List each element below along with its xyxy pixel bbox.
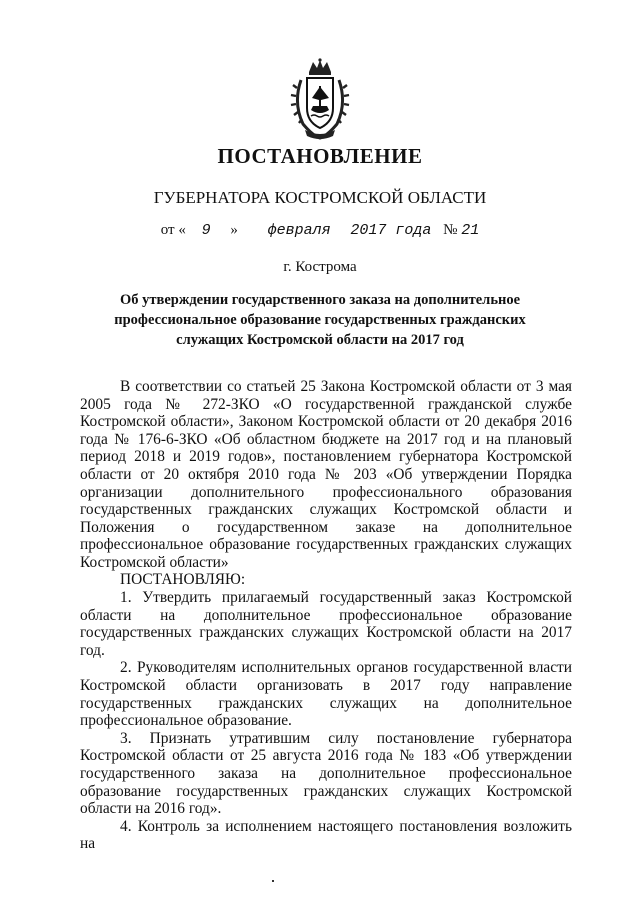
resolution-item-3: 3. Признать утратившим силу постановление губернатора Костромской области от 25 августа 2016 года № 183 «Об утверждении государственного заказа на дополнительное профессиональное образование государственных гражданских служащих Костромской области на 2016 год». <box>80 729 572 818</box>
resolution-item-1: 1. Утвердить прилагаемый государственный заказ Костромской области на дополнительное профессиональное образование государственных гражданских служащих Костромской области на 2017 год. <box>80 589 572 659</box>
city-line: г. Кострома <box>283 259 357 275</box>
date-quote-close: » <box>230 222 238 238</box>
number-prefix: № <box>443 222 458 238</box>
date-month: февраля <box>267 222 331 239</box>
date-number-line <box>0 222 640 239</box>
resolution-item-4: 4. Контроль за исполнением настоящего постановления возложить на <box>80 817 572 853</box>
resolve-text: ПОСТАНОВЛЯЮ: <box>120 571 246 588</box>
date-prefix: от « <box>160 222 186 238</box>
date-year: 2017 года <box>350 222 432 239</box>
resolution-item-2: 2. Руководителям исполнительных органов государственной власти Костромской области организовать в 2017 году направление государственных гражданских служащих на дополнительное профессиональное образование. <box>80 659 572 730</box>
document-title: ПОСТАНОВЛЕНИЕ <box>217 144 423 168</box>
coat-of-arms-emblem <box>287 58 353 140</box>
document-heading: Об утверждении государственного заказа на дополнительное профессиональное образование государственных гражданских служащих Костромской области на 2017 год <box>114 292 526 348</box>
preamble-text: В соответствии со статьей 25 Закона Костромской области от 3 мая 2005 года № 272-ЗКО «О государственной гражданской службе Костромской области», Законом Костромской области от 20 декабря 2016 года № 176-6-ЗКО «Об областном бюджете на 2017 год и на плановый период 2018 и 2019 годов», постановлением губернатора Костромской области от 20 октября 2010 года № 203 «Об утверждении Порядка организации дополнительного профессионального образования государственных гражданских служащих Костромской области и Положения о государственном заказе на дополнительное профессиональное образование государственных гражданских служащих Костромской области» <box>80 378 572 571</box>
resolution-items <box>80 589 572 853</box>
preamble-paragraph <box>80 378 572 572</box>
page-mark <box>272 880 274 882</box>
issuer-line: ГУБЕРНАТОРА КОСТРОМСКОЙ ОБЛАСТИ <box>153 188 487 207</box>
resolve-line <box>80 571 572 589</box>
date-day: 9 <box>201 222 211 239</box>
document-number: 21 <box>461 222 480 239</box>
